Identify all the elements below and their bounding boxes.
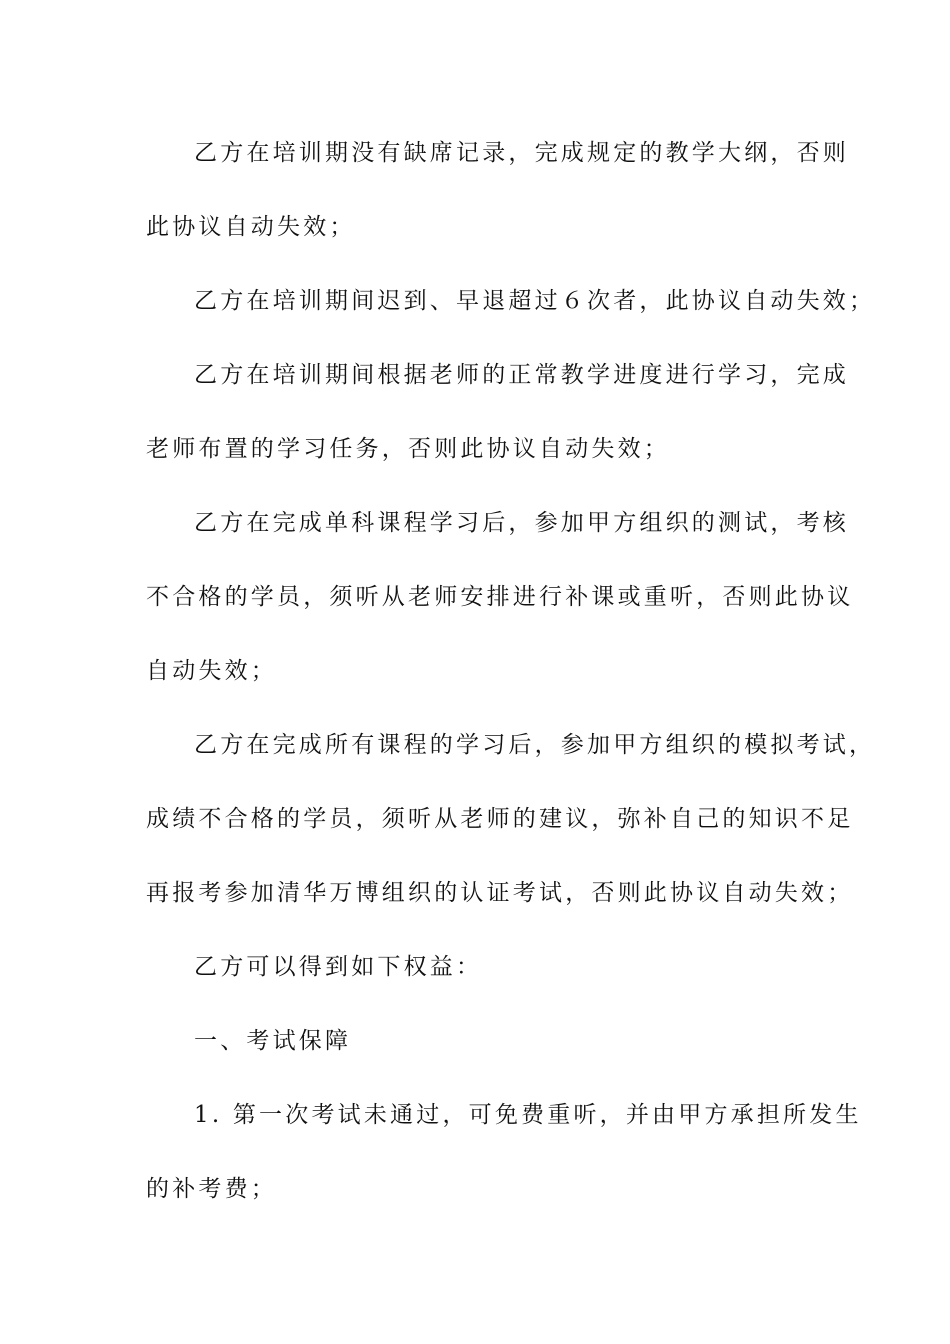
- paragraph-5-line-2: 成绩不合格的学员，须听从老师的建议，弥补自己的知识不足: [146, 806, 854, 832]
- item-1-line-2: 的补考费；: [146, 1176, 277, 1202]
- paragraph-1-line-2: 此协议自动失效；: [146, 214, 356, 240]
- paragraph-4-line-1: 乙方在完成单科课程学习后，参加甲方组织的测试，考核: [194, 510, 849, 536]
- paragraph-4-line-3: 自动失效；: [146, 658, 277, 684]
- paragraph-3-line-2: 老师布置的学习任务，否则此协议自动失效；: [146, 436, 670, 462]
- paragraph-5-line-1: 乙方在完成所有课程的学习后，参加甲方组织的模拟考试，: [194, 732, 876, 758]
- paragraph-3-line-1: 乙方在培训期间根据老师的正常教学进度进行学习，完成: [194, 362, 849, 388]
- paragraph-6-line-1: 乙方可以得到如下权益：: [194, 954, 483, 980]
- paragraph-4-line-2: 不合格的学员，须听从老师安排进行补课或重听，否则此协议: [146, 584, 854, 610]
- paragraph-5-line-3: 再报考参加清华万博组织的认证考试，否则此协议自动失效；: [146, 880, 854, 906]
- paragraph-1-line-1: 乙方在培训期没有缺席记录，完成规定的教学大纲，否则: [194, 140, 849, 166]
- paragraph-2-line-1: 乙方在培训期间迟到、早退超过６次者，此协议自动失效；: [194, 288, 876, 314]
- section-heading: 一、考试保障: [194, 1028, 352, 1054]
- item-1-line-1: 1. 第一次考试未通过，可免费重听，并由甲方承担所发生: [194, 1102, 862, 1128]
